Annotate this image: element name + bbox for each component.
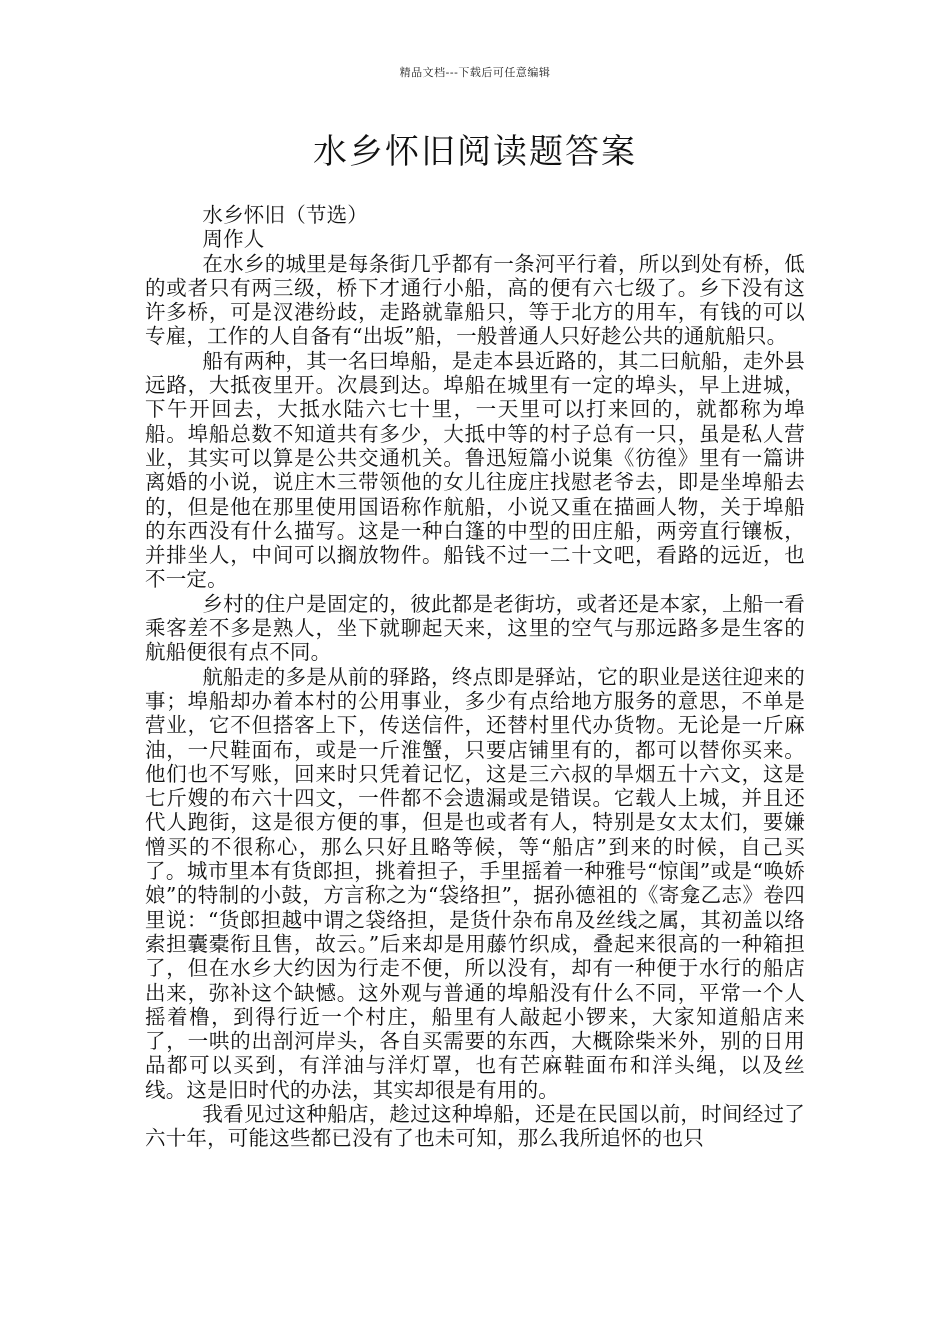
paragraph: 航船走的多是从前的驿路，终点即是驿站，它的职业是送往迎来的事；埠船却办着本村的公用事业，多少有点给地方服务的意思，不单是营业，它不但搭客上下，传送信件，还替村里代办货物。无论是一斤麻油，一尺鞋面布，或是一斤淮蟹，只要店铺里有的，都可以替你买来。他们也不写账，回来时只凭着记忆，这是三六叔的旱烟五十六文，这是七斤嫂的布六十四文，一件都不会遗漏或是错误。它载人上城，并且还代人跑街，这是很方便的事，但是也或者有人，特别是女太太们，要嫌憎买的不很称心，那么只好且略等候，等“船店”到来的时候，自己买了。城市里本有货郎担，挑着担子，手里摇着一种雅号“惊闺”或是“唤娇娘”的特制的小鼓，方言称之为“袋络担”，据孙德祖的《寄龛乙志》卷四里说：“货郎担越中谓之袋络担，是货什杂布帛及丝线之属，其初盖以络索担囊橐衔且售，故云。”后来却是用藤竹织成，叠起来很高的一种箱担了，但在水乡大约因为行走不便，所以没有，却有一种便于水行的船店出来，弥补这个缺憾。这外观与普通的埠船没有什么不同，平常一个人摇着橹，到得行近一个村庄，船里有人敲起小锣来，大家知道船店来了，一哄的出剖河岸头，各自买需要的东西，大概除柴米外，别的日用品都可以买到，有洋油与洋灯罩，也有芒麻鞋面布和洋头绳，以及丝线。这是旧时代的办法，其实却很是有用的。 xyxy=(145,664,805,1102)
paragraph: 船有两种，其一名曰埠船，是走本县近路的，其二曰航船，走外县远路，大抵夜里开。次晨到达。埠船在城里有一定的埠头，早上进城，下午开回去，大抵水陆六七十里，一天里可以打来回的，就都称为埠船。埠船总数不知道共有多少，大抵中等的村子总有一只，虽是私人营业，其实可以算是公共交通机关。鲁迅短篇小说集《彷徨》里有一篇讲离婚的小说，说庄木三带领他的女儿往庞庄找慰老爷去，即是坐埠船去的，但是他在那里使用国语称作航船，小说又重在描画人物，关于埠船的东西没有什么描写。这是一种白篷的中型的田庄船，两旁直行镶板，并排坐人，中间可以搁放物件。船钱不过一二十文吧，看路的远近，也不一定。 xyxy=(145,348,805,592)
paragraph: 乡村的住户是固定的，彼此都是老街坊，或者还是本家，上船一看乘客差不多是熟人，坐下就聊起天来，这里的空气与那远路多是生客的航船便很有点不同。 xyxy=(145,591,805,665)
article-author: 周作人 xyxy=(202,227,265,252)
document-title: 水乡怀旧阅读题答案 xyxy=(313,132,637,172)
paragraph: 我看见过这种船店，趁过这种埠船，还是在民国以前，时间经过了六十年，可能这些都已没有了也未可知，那么我所追怀的也只 xyxy=(145,1101,805,1151)
article-body xyxy=(145,203,805,1151)
paragraph: 在水乡的城里是每条街几乎都有一条河平行着，所以到处有桥，低的或者只有两三级，桥下才通行小船，高的便有六七级了。乡下没有这许多桥，可是汊港纷歧，走路就靠船只，等于北方的用车，有钱的可以专雇，工作的人自备有“出坂”船，一般普通人只好趁公共的通航船只。 xyxy=(145,251,805,349)
header-note: 精品文档---下载后可任意编辑 xyxy=(399,66,551,79)
article-subtitle: 水乡怀旧（节选） xyxy=(202,203,368,227)
